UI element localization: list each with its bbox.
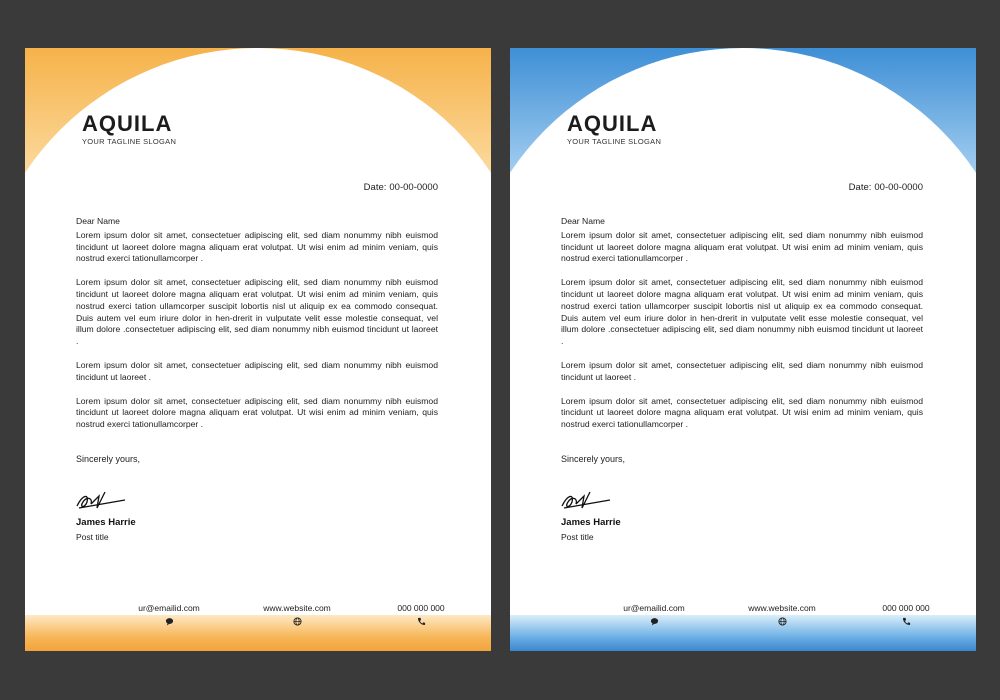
phone-text: 000 000 000: [397, 603, 445, 613]
contact-email[interactable]: [594, 603, 714, 626]
paragraph: Lorem ipsum dolor sit amet, consectetuer adipiscing elit, sed diam nonummy nibh euismod tincidunt ut laoreet dolore magna aliquam erat volutpat. Ut wisi enim ad minim veniam, quis nostrud exerci tationullamcorper .: [561, 229, 923, 264]
date-label: Date:: [363, 182, 387, 193]
paragraph: Lorem ipsum dolor sit amet, consectetuer adipiscing elit, sed diam nonummy nibh euismod tincidunt ut laoreet dolore magna aliquam erat volutpat. Ut wisi enim ad minim veniam, quis nostrud exerci tation ullamcorper suscipit lobortis nisl ut aliquip ex ea commodo consequat. Duis autem vel eum iriure dolor in hen-drerit in vulputate velit esse molestie consequat, vel illum dolore .consectetuer adipiscing elit, sed diam nonummy nibh euismod tincidunt ut laoreet .: [561, 277, 923, 347]
greeting: Dear Name: [561, 216, 605, 226]
globe-icon: [778, 617, 787, 626]
paragraph: Lorem ipsum dolor sit amet, consectetuer adipiscing elit, sed diam nonummy nibh euismod tincidunt ut laoreet dolore magna aliquam erat volutpat. Ut wisi enim ad minim veniam, quis nostrud exerci tation ullamcorper suscipit lobortis nisl ut aliquip ex ea commodo consequat. Duis autem vel eum iriure dolor in hen-drerit in vulputate velit esse molestie consequat, vel illum dolore .consectetuer adipiscing elit, sed diam nonummy nibh euismod tincidunt ut laoreet .: [76, 277, 438, 347]
contact-phone[interactable]: [361, 603, 481, 626]
paragraph: Lorem ipsum dolor sit amet, consectetuer adipiscing elit, sed diam nonummy nibh euismod tincidunt ut laoreet .: [561, 359, 923, 382]
contact-email[interactable]: [109, 603, 229, 626]
contact-phone[interactable]: [846, 603, 966, 626]
email-text: ur@emailid.com: [623, 603, 685, 613]
letterhead-orange: [25, 48, 491, 651]
paragraph: Lorem ipsum dolor sit amet, consectetuer adipiscing elit, sed diam nonummy nibh euismod tincidunt ut laoreet dolore magna aliquam erat volutpat. Ut wisi enim ad minim veniam, quis nostrud exerci tationullamcorper .: [561, 395, 923, 430]
paragraph: Lorem ipsum dolor sit amet, consectetuer adipiscing elit, sed diam nonummy nibh euismod tincidunt ut laoreet dolore magna aliquam erat volutpat. Ut wisi enim ad minim veniam, quis nostrud exerci tationullamcorper .: [76, 229, 438, 264]
signer-name: James Harrie: [76, 517, 136, 528]
greeting: Dear Name: [76, 216, 120, 226]
brand-name: AQUILA: [82, 111, 173, 136]
date-label: Date:: [848, 182, 872, 193]
brand-tagline: YOUR TAGLINE SLOGAN: [567, 137, 662, 146]
phone-text: 000 000 000: [882, 603, 930, 613]
date-line: [361, 182, 438, 193]
paragraph: Lorem ipsum dolor sit amet, consectetuer adipiscing elit, sed diam nonummy nibh euismod tincidunt ut laoreet dolore magna aliquam erat volutpat. Ut wisi enim ad minim veniam, quis nostrud exerci tationullamcorper .: [76, 395, 438, 430]
paragraph: Lorem ipsum dolor sit amet, consectetuer adipiscing elit, sed diam nonummy nibh euismod tincidunt ut laoreet .: [76, 359, 438, 382]
chat-bubble-icon: [165, 617, 174, 626]
brand-tagline: YOUR TAGLINE SLOGAN: [82, 137, 177, 146]
phone-icon: [417, 617, 426, 626]
contact-website[interactable]: [722, 603, 842, 626]
contact-website[interactable]: [237, 603, 357, 626]
post-title: Post title: [76, 532, 109, 542]
globe-icon: [293, 617, 302, 626]
closing: Sincerely yours,: [76, 454, 141, 464]
brand-name: AQUILA: [567, 111, 658, 136]
phone-icon: [902, 617, 911, 626]
letter-body: [561, 216, 923, 443]
signature-icon: [560, 484, 616, 514]
letterhead-blue: [510, 48, 976, 651]
post-title: Post title: [561, 532, 594, 542]
chat-bubble-icon: [650, 617, 659, 626]
date-value: 00-00-0000: [389, 182, 438, 193]
brand-block: [567, 112, 661, 146]
date-line: [846, 182, 923, 193]
brand-block: [82, 112, 176, 146]
signer-name: James Harrie: [561, 517, 621, 528]
closing: Sincerely yours,: [561, 454, 626, 464]
signature-icon: [75, 484, 131, 514]
email-text: ur@emailid.com: [138, 603, 200, 613]
website-text: www.website.com: [748, 603, 816, 613]
date-value: 00-00-0000: [874, 182, 923, 193]
website-text: www.website.com: [263, 603, 331, 613]
letter-body: [76, 216, 438, 443]
